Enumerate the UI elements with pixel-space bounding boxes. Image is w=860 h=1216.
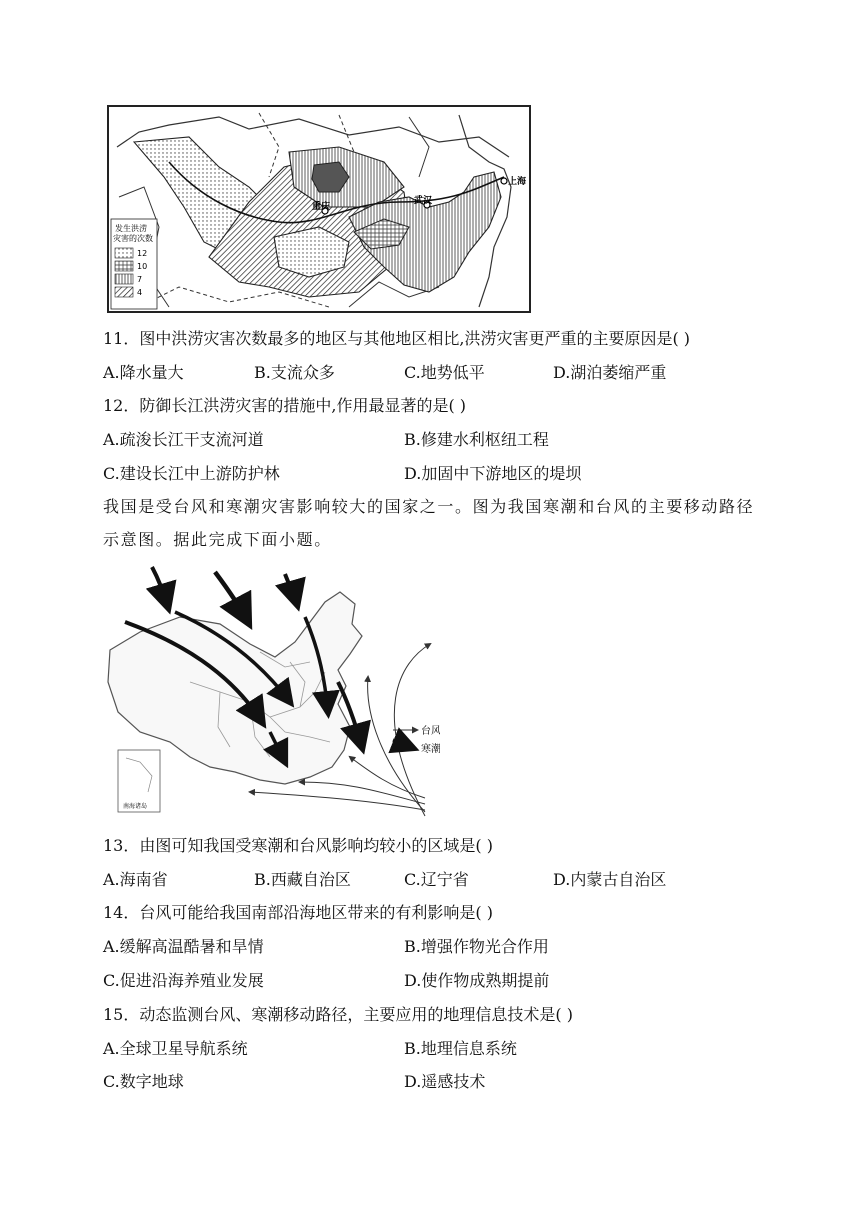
q13-option-d: D.内蒙古自治区 — [553, 870, 667, 889]
typhoon-coldwave-legend — [393, 724, 440, 755]
q11-option-a: A.降水量大 — [103, 363, 184, 382]
q12-option-d: D.加固中下游地区的堤坝 — [404, 464, 582, 483]
q12-option-a: A.疏浚长江干支流河道 — [103, 430, 264, 449]
q14-option-a: A.缓解高温酷暑和旱情 — [103, 937, 264, 956]
q11-option-c: C.地势低平 — [404, 363, 485, 382]
question-11-stem: 11．图中洪涝灾害次数最多的地区与其他地区相比,洪涝灾害更严重的主要原因是( ) — [103, 329, 691, 348]
legend-cold-wave: 寒潮 — [421, 744, 440, 755]
q15-option-a: A.全球卫星导航系统 — [103, 1039, 248, 1058]
inset-label: 南海诸岛 — [123, 803, 148, 810]
city-label-wuhan: 武汉 — [414, 196, 433, 206]
q15-option-b: B.地理信息系统 — [404, 1039, 517, 1058]
flood-frequency-map — [107, 105, 531, 313]
legend-title-line1: 发生洪涝 — [115, 224, 147, 233]
q12-option-c: C.建设长江中上游防护林 — [103, 464, 280, 483]
q14-option-b: B.增强作物光合作用 — [404, 937, 549, 956]
city-label-chongqing: 重庆 — [312, 202, 331, 212]
q13-option-a: A.海南省 — [103, 870, 168, 889]
typhoon-coldwave-figure — [100, 562, 440, 822]
q13-option-b: B.西藏自治区 — [254, 870, 351, 889]
q15-option-c: C.数字地球 — [103, 1072, 184, 1091]
q11-option-d: D.湖泊萎缩严重 — [553, 363, 667, 382]
legend-value-12: 12 — [137, 249, 148, 258]
passage-line-1: 我国是受台风和寒潮灾害影响较大的国家之一。图为我国寒潮和台风的主要移动路径 — [103, 497, 755, 516]
flood-map-legend — [111, 219, 157, 309]
passage-line-2: 示意图。据此完成下面小题。 — [103, 530, 332, 549]
legend-value-4: 4 — [137, 288, 143, 297]
question-15-stem: 15．动态监测台风、寒潮移动路径，主要应用的地理信息技术是( ) — [103, 1005, 573, 1024]
q11-option-b: B.支流众多 — [254, 363, 335, 382]
legend-value-7: 7 — [137, 275, 143, 284]
q15-option-d: D.遥感技术 — [404, 1072, 486, 1091]
legend-title-line2: 灾害的次数 — [113, 234, 153, 243]
shanghai-marker — [501, 178, 507, 184]
legend-value-10: 10 — [137, 262, 148, 271]
question-12-stem: 12．防御长江洪涝灾害的措施中,作用最显著的是( ) — [103, 396, 467, 415]
q13-option-c: C.辽宁省 — [404, 870, 469, 889]
legend-typhoon: 台风 — [421, 726, 440, 737]
q12-option-b: B.修建水利枢纽工程 — [404, 430, 549, 449]
q14-option-c: C.促进沿海养殖业发展 — [103, 971, 264, 990]
city-label-shanghai: 上海 — [508, 177, 527, 187]
flood-map-figure — [109, 107, 529, 311]
question-14-stem: 14．台风可能给我国南部沿海地区带来的有利影响是( ) — [103, 903, 493, 922]
q14-option-d: D.使作物成熟期提前 — [404, 971, 550, 990]
typhoon-coldwave-map — [100, 562, 440, 822]
question-13-stem: 13．由图可知我国受寒潮和台风影响均较小的区域是( ) — [103, 836, 493, 855]
